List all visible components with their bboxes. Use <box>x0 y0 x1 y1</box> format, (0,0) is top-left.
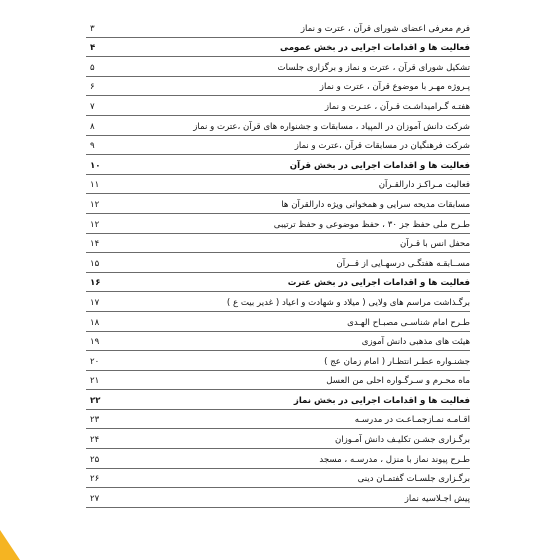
toc-entry-title: هفتـه گـرامیداشـت قـرآن ، عتـرت و نماز <box>324 101 470 112</box>
toc-entry-row <box>86 57 470 77</box>
toc-page-number: ۱۹ <box>90 337 100 348</box>
toc-entry-title: هیئت های مذهبی دانش آموزی <box>361 337 470 348</box>
toc-section-heading-row <box>86 273 470 293</box>
toc-entry-row <box>86 175 470 195</box>
toc-page-number: ۱۰ <box>90 160 101 171</box>
toc-entry-row <box>86 214 470 234</box>
toc-page-number: ۲۰ <box>90 356 100 367</box>
toc-entry-row <box>86 410 470 430</box>
toc-entry-title: طـرح ملی حفظ جز ۳۰ ، حفظ موضوعی و حفظ ترتیبی <box>273 219 470 230</box>
toc-entry-title: فعالیت ها و اقدامات اجرایی در بخش عترت <box>287 278 470 289</box>
toc-page-number: ۲۱ <box>90 376 100 387</box>
toc-page-number: ۲۵ <box>90 454 100 465</box>
toc-entry-title: شرکت فرهنگیان در مسابقات قرآن ،عترت و نماز <box>294 141 470 152</box>
table-of-contents <box>86 18 470 508</box>
toc-page-number: ۱۸ <box>90 317 100 328</box>
toc-entry-title: اقـامـه نمـازجمـاعـت در مدرسـه <box>354 415 470 426</box>
toc-page-number: ۱۵ <box>90 258 100 269</box>
toc-entry-title: ماه محـرم و سـرگـواره احلی من العسل <box>326 376 470 387</box>
toc-page-number: ۱۷ <box>90 297 100 308</box>
toc-entry-row <box>86 488 470 508</box>
toc-entry-row <box>86 429 470 449</box>
toc-page-number: ۱۶ <box>90 278 101 289</box>
toc-page-number: ۲۴ <box>90 435 100 446</box>
toc-page-number: ۲۳ <box>90 415 100 426</box>
toc-page-number: ۳ <box>90 23 95 34</box>
toc-entry-title: طـرح امام شناسـی مصبـاح الهـدی <box>347 317 470 328</box>
toc-entry-title: پـروژه مهـر با موضوع قرآن ، عترت و نماز <box>319 82 470 93</box>
toc-page-number: ۱۲ <box>90 199 100 210</box>
toc-entry-title: مسابقات مدیحه سرایی و همخوانی ویژه دارالقرآن ها <box>281 199 470 210</box>
toc-entry-row <box>86 469 470 489</box>
toc-entry-row <box>86 351 470 371</box>
toc-entry-title: طـرح پیوند نماز با منزل ، مدرسـه ، مسجد <box>319 454 470 465</box>
toc-entry-title: فعالیت مـراکـز دارالقـرآن <box>378 180 470 191</box>
toc-entry-title: فعالیت ها و اقدامات اجرایی در بخش نماز <box>293 395 470 406</box>
toc-page-number: ۸ <box>90 121 95 132</box>
toc-entry-row <box>86 371 470 391</box>
toc-entry-row <box>86 77 470 97</box>
toc-entry-title: پیش اجـلاسیه نماز <box>404 493 470 504</box>
toc-entry-row <box>86 312 470 332</box>
toc-section-heading-row <box>86 390 470 410</box>
toc-entry-title: برگـزاری جلسـات گفتمـان دینی <box>357 474 470 485</box>
toc-entry-title: مســابقـه هفتگـی درسهـایی از قــرآن <box>336 258 470 269</box>
toc-entry-row <box>86 194 470 214</box>
corner-accent-triangle <box>0 530 20 560</box>
toc-entry-row <box>86 449 470 469</box>
toc-entry-title: تشکیل شورای قرآن ، عترت و نماز و برگزاری جلسات <box>277 62 470 73</box>
toc-entry-row <box>86 18 470 38</box>
toc-entry-row <box>86 96 470 116</box>
toc-entry-title: فعالیت ها و اقدامات اجرایی در بخش قرآن <box>289 160 470 171</box>
toc-page-number: ۱۲ <box>90 219 100 230</box>
toc-entry-title: شرکت دانش آموزان در المپیاد ، مسابقات و جشنواره های قرآن ،عترت و نماز <box>193 121 470 132</box>
toc-entry-row <box>86 116 470 136</box>
toc-entry-row <box>86 292 470 312</box>
toc-page-number: ۹ <box>90 141 95 152</box>
toc-entry-row <box>86 234 470 254</box>
toc-page-number: ۲۷ <box>90 493 100 504</box>
toc-entry-title: جشنـواره عطـر انتظـار ( امام زمان عج ) <box>324 356 470 367</box>
toc-page-number: ۶ <box>90 82 95 93</box>
toc-entry-title: برگـزاری جشـن تکلیـف دانش آمـوزان <box>334 435 470 446</box>
toc-page-number: ۷ <box>90 101 95 112</box>
toc-entry-title: فرم معرفی اعضای شورای قرآن ، عترت و نماز <box>300 23 470 34</box>
toc-page-number: ۱۱ <box>90 180 100 191</box>
toc-section-heading-row <box>86 38 470 58</box>
toc-entry-row <box>86 136 470 156</box>
toc-page-number: ۲۲ <box>90 395 101 406</box>
toc-entry-row <box>86 332 470 352</box>
toc-page-number: ۵ <box>90 62 95 73</box>
toc-section-heading-row <box>86 155 470 175</box>
toc-page-number: ۴ <box>90 43 96 54</box>
toc-entry-title: برگـذاشت مراسم های ولایی ( میلاد و شهادت و اعیاد ( غدیر بیت ع ) <box>226 297 470 308</box>
toc-page-number: ۲۶ <box>90 474 100 485</box>
toc-entry-title: فعالیت ها و اقدامات اجرایی در بخش عمومی <box>280 43 470 54</box>
toc-entry-title: محفل انس با قـرآن <box>399 239 470 250</box>
toc-page-number: ۱۴ <box>90 239 100 250</box>
toc-entry-row <box>86 253 470 273</box>
